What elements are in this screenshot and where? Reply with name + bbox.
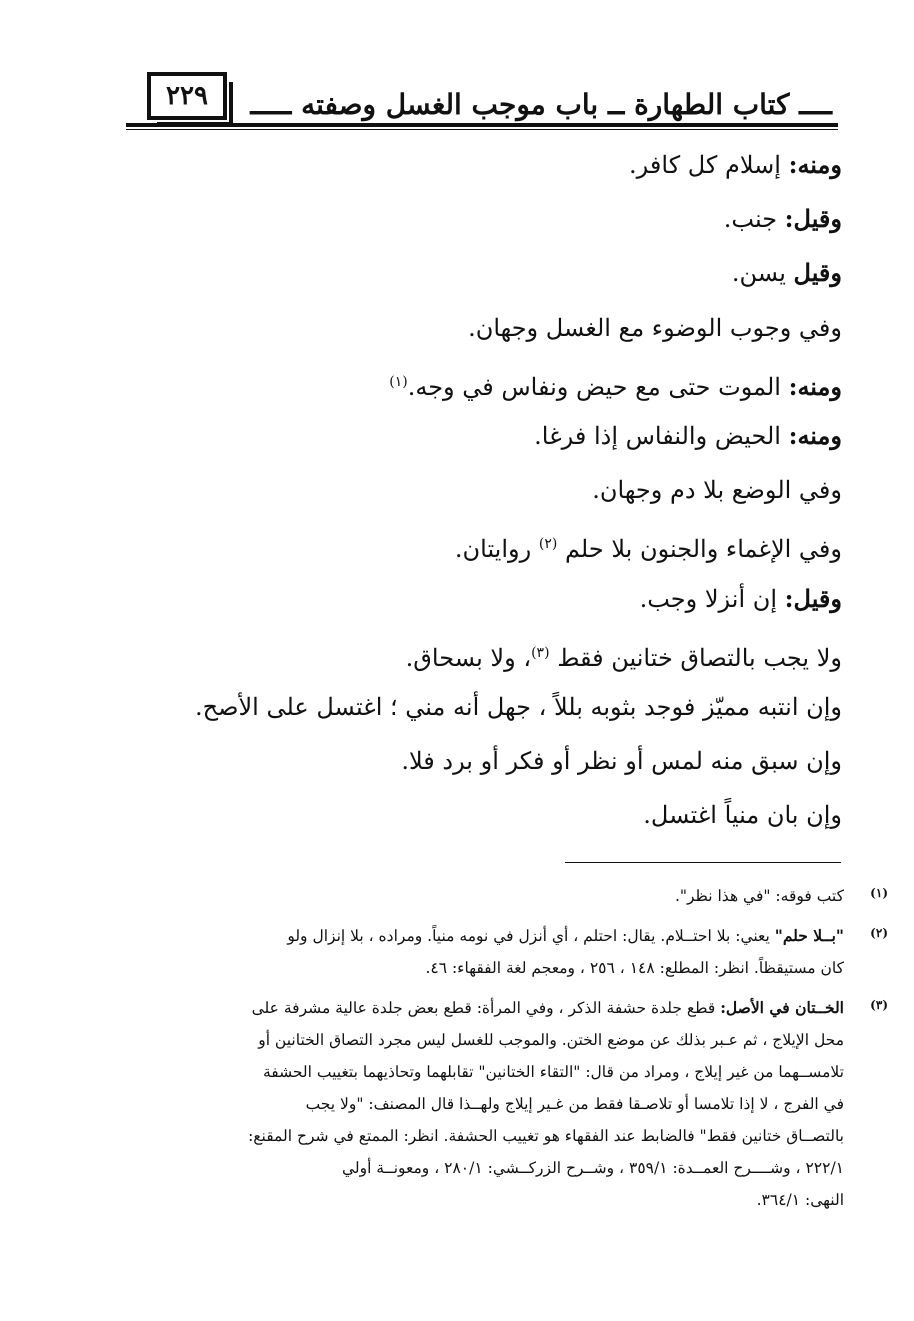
footnote-reference: (١) — [389, 373, 408, 390]
body-line — [122, 633, 842, 687]
footnote-separator — [565, 862, 841, 863]
footnote-text: ٢٢٢/١ ، وشــــرح العمــدة: ٣٥٩/١ ، وشــرح الزركــشي: ٢٨٠/١ ، ومعونــة أولي — [341, 1159, 844, 1177]
footnote-line — [138, 1088, 844, 1120]
body-line — [122, 253, 842, 307]
footnote-reference: (٣) — [531, 644, 550, 661]
footnote-text: محل الإيلاج ، ثم عـبر بذلك عن موضع الختن. والموجب للغسل ليس مجرد التصاق الختانين أو — [258, 1031, 844, 1049]
line-text: وإن بان منياً اغتسل. — [643, 801, 842, 830]
footnote-text: تلامســهما من غير إيلاج ، ومراد من قال: "التقاء الختانين" تقابلهما وتحاذيهما بتغييب الحشفة — [262, 1063, 844, 1081]
line-lead: وقيل — [793, 258, 842, 288]
line-lead: ومنه: — [788, 150, 842, 179]
footnote-text: قطع جلدة حشفة الذكر ، وفي المرأة: قطع بعض جلدة عالية مشرفة على — [251, 999, 721, 1017]
body-line — [122, 741, 842, 795]
line-text: جنب. — [723, 205, 785, 234]
line-text: إن أنزلا وجب. — [639, 584, 785, 613]
footnote-text: كان مستيقظاً. انظر: المطلع: ١٤٨ ، ٢٥٦ ، ومعجم لغة الفقهاء: ٤٦. — [425, 959, 844, 977]
footnote-2 — [138, 920, 888, 984]
body-line — [122, 416, 842, 470]
line-text: وإن انتبه مميّز فوجد بثوبه بللاً ، جهل أنه مني ؛ اغتسل على الأصح. — [194, 692, 842, 721]
footnote-label: "بــلا حلم" — [774, 926, 844, 945]
footnote-line — [138, 1184, 844, 1216]
line-tail: ، ولا بسحاق. — [405, 643, 532, 672]
footnotes — [138, 880, 888, 1216]
footnote-text: يعني: بلا احتــلام. يقال: احتلم ، أي أنزل في نومه منياً. ومراده ، بلا إنزال ولو — [287, 927, 775, 945]
footnote-number: (٣) — [870, 998, 888, 1012]
line-lead: ومنه: — [788, 371, 842, 401]
footnote-reference: (٢) — [538, 536, 558, 553]
footnote-3 — [138, 992, 888, 1216]
footnote-line — [138, 1120, 844, 1152]
line-lead: وقيل: — [784, 204, 842, 234]
footnote-line — [138, 1056, 844, 1088]
footnote-label: الخــتان في الأصل: — [720, 998, 844, 1017]
main-text — [122, 145, 842, 849]
line-lead: ومنه: — [788, 420, 842, 450]
line-text: الحيض والنفاس إذا فرغا. — [534, 421, 789, 450]
footnote-number: (٢) — [870, 926, 888, 940]
body-line — [122, 199, 842, 253]
footnote-line — [138, 1152, 844, 1184]
footnote-text: كتب فوقه: "في هذا نظر". — [674, 887, 844, 905]
footnote-line — [138, 992, 844, 1024]
footnote-line — [138, 920, 844, 952]
footnote-text: في الفرج ، لا إذا تلامسا أو تلاصـقا فقط من غـير إيلاج ولهــذا قال المصنف: "ولا يجب — [305, 1095, 844, 1113]
running-header-title: ــــ كتاب الطهارة ــ باب موجب الغسل وصفته ـــــ — [250, 88, 832, 121]
body-line — [122, 145, 842, 199]
footnote-number: (١) — [870, 886, 888, 900]
line-text: وفي الوضع بلا دم وجهان. — [592, 476, 842, 505]
body-line — [122, 687, 842, 741]
header-rule-thin — [126, 129, 838, 130]
line-tail: روايتان. — [454, 535, 539, 564]
footnote-text: النهى: ٣٦٤/١. — [756, 1191, 844, 1209]
line-text: يسن. — [731, 259, 794, 288]
line-text: وفي وجوب الوضوء مع الغسل وجهان. — [468, 313, 842, 342]
body-line — [122, 362, 842, 416]
footnote-line — [138, 1024, 844, 1056]
line-text: إسلام كل كافر. — [629, 151, 789, 179]
line-text: وإن سبق منه لمس أو نظر أو فكر أو برد فلا. — [401, 747, 842, 776]
line-lead: وقيل: — [784, 583, 842, 613]
footnote-line — [138, 952, 844, 984]
line-text: الموت حتى مع حيض ونفاس في وجه. — [407, 372, 789, 401]
footnote-line — [138, 880, 844, 912]
page-number: ٢٢٩ — [147, 72, 227, 120]
footnote-1 — [138, 880, 888, 912]
body-line — [122, 524, 842, 578]
body-line — [122, 308, 842, 362]
footnote-text: بالتصــاق ختانين فقط" فالضابط عند الفقهاء هو تغييب الحشفة. انظر: الممتع في شرح المقنع: — [248, 1127, 844, 1145]
header-rule — [126, 123, 838, 127]
body-line — [122, 795, 842, 849]
body-line — [122, 470, 842, 524]
line-text: ولا يجب بالتصاق ختانين فقط — [557, 643, 842, 672]
body-line — [122, 579, 842, 633]
line-text: وفي الإغماء والجنون بلا حلم — [564, 535, 842, 564]
